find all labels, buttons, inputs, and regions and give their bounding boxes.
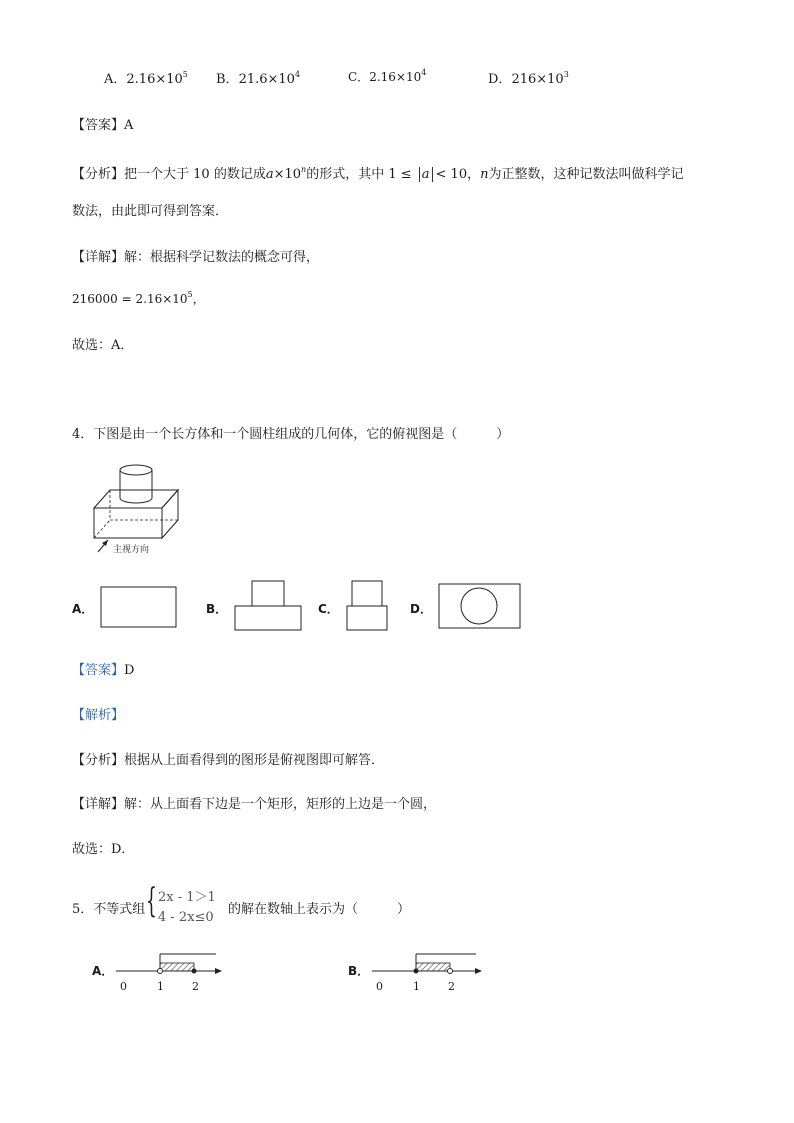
q5-option-b-label: B． (348, 964, 370, 978)
q5-a-tick-2: 2 (192, 980, 199, 993)
q5-b-tick-2: 2 (448, 980, 455, 993)
q4-option-c-label: C． (318, 602, 339, 616)
q5-option-b-numberline (368, 950, 484, 984)
q4-option-a-figure (100, 586, 178, 630)
q3-option-d: D．$216\times 10^3$ (488, 70, 569, 87)
q5-system-brace: { (146, 881, 157, 921)
q3-option-c: C．$2.16\times 10^4$ (348, 68, 427, 84)
q3-detail: 【详解】解：根据科学记数法的概念可得， (72, 250, 320, 265)
q3-analysis-line2: 数法，由此即可得到答案． (72, 204, 229, 219)
q3-answer: 【答案】A (72, 118, 134, 133)
q4-answer: 【答案】D (72, 663, 135, 678)
q5-inequality-1: 2x - 1＞1 (158, 890, 216, 905)
q4-option-c-figure (346, 580, 392, 634)
q4-analysis: 【分析】根据从上面看得到的图形是俯视图即可解答． (72, 753, 385, 768)
q5-option-a-label: A． (92, 964, 114, 978)
q5-a-tick-0: 0 (120, 980, 127, 993)
q4-option-d-figure (438, 583, 524, 631)
q3-option-b: B．$21.6\times 10^4$ (216, 70, 301, 87)
q4-option-d-label: D． (410, 602, 432, 616)
q4-choose: 故选：D． (72, 842, 135, 857)
q4-explain-tag: 【解析】 (72, 708, 125, 723)
q3-analysis-line1: 【分析】把一个大于 10 的数记成$a\times 10^n$的形式，其中 1 ≤ a < 10，n为正整数，这种记数法叫做科学记 (72, 165, 684, 182)
q3-choose: 故选：A． (72, 338, 134, 353)
q5-b-tick-1: 1 (413, 980, 420, 993)
answer-tag: 【答案】 (72, 118, 125, 133)
q4-question: 4．下图是由一个长方体和一个圆柱组成的几何体，它的俯视图是（ ） (72, 427, 510, 442)
q4-option-b-figure (234, 580, 304, 634)
q4-detail: 【详解】解：从上面看下边是一个矩形，矩形的上边是一个圆， (72, 797, 437, 812)
q3-option-a: A．$2.16\times 10^5$ (104, 70, 188, 87)
q4-figure-caption: 主视方向 (113, 545, 150, 555)
q5-option-a-numberline (112, 950, 224, 984)
q4-option-b-label: B． (206, 602, 228, 616)
q5-question-pre: 5．不等式组 (72, 902, 146, 917)
q5-inequality-2: 4 - 2x≤0 (158, 910, 214, 925)
q4-option-a-label: A． (72, 602, 94, 616)
q3-equation: $216000 = 2.16\times 10^5$， (72, 290, 205, 306)
abs-value-a: a (419, 167, 433, 182)
q5-b-tick-0: 0 (376, 980, 383, 993)
q5-a-tick-1: 1 (157, 980, 164, 993)
q5-question-post: 的解在数轴上表示为（ ） (228, 902, 411, 917)
